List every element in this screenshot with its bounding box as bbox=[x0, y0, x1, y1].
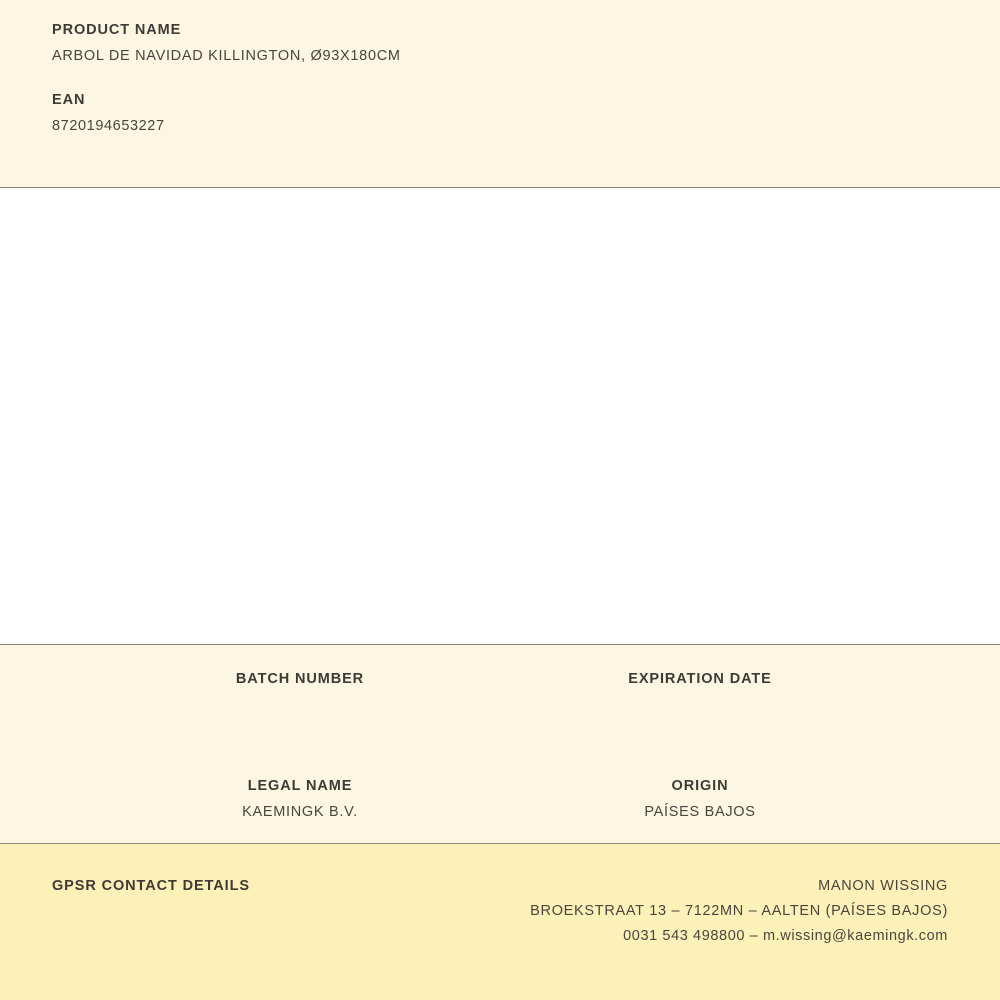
legal-name-value: KAEMINGK B.V. bbox=[242, 804, 358, 820]
origin-cell bbox=[500, 778, 900, 821]
info-spacer-left-2 bbox=[0, 778, 100, 821]
info-spacer-left bbox=[0, 671, 100, 714]
product-info-section bbox=[0, 645, 1000, 844]
gpsr-contact-details-title: GPSR CONTACT DETAILS bbox=[52, 878, 250, 894]
ean-value: 8720194653227 bbox=[52, 118, 165, 134]
gpsr-contact-phone-email: 0031 543 498800 – m.wissing@kaemingk.com bbox=[623, 928, 948, 944]
info-spacer-right bbox=[900, 671, 1000, 714]
batch-number-value bbox=[100, 697, 500, 714]
ean-block bbox=[52, 92, 1000, 134]
origin-value: PAÍSES BAJOS bbox=[644, 804, 756, 820]
info-row-legal-origin bbox=[0, 778, 1000, 821]
gpsr-contact-address: BROEKSTRAAT 13 – 7122MN – AALTEN (PAÍSES BAJOS) bbox=[530, 903, 948, 919]
batch-number-cell bbox=[100, 671, 500, 714]
product-name-block bbox=[52, 22, 1000, 64]
product-name-label: PRODUCT NAME bbox=[52, 22, 182, 38]
expiration-date-cell bbox=[500, 671, 900, 714]
product-image-area bbox=[0, 188, 1000, 645]
origin-label: ORIGIN bbox=[671, 778, 729, 794]
gpsr-contact-name: MANON WISSING bbox=[818, 878, 948, 894]
info-spacer-right-2 bbox=[900, 778, 1000, 821]
ean-label: EAN bbox=[52, 92, 86, 108]
gpsr-footer bbox=[0, 844, 1000, 1000]
gpsr-contact-block bbox=[530, 878, 948, 953]
legal-name-label: LEGAL NAME bbox=[247, 778, 353, 794]
legal-name-cell bbox=[100, 778, 500, 821]
expiration-date-label: EXPIRATION DATE bbox=[628, 671, 772, 687]
batch-number-label: BATCH NUMBER bbox=[235, 671, 365, 687]
expiration-date-value bbox=[500, 697, 900, 714]
info-row-batch-expiration bbox=[0, 671, 1000, 714]
product-header-section bbox=[0, 0, 1000, 188]
product-name-value: ARBOL DE NAVIDAD KILLINGTON, Ø93X180CM bbox=[52, 48, 401, 64]
